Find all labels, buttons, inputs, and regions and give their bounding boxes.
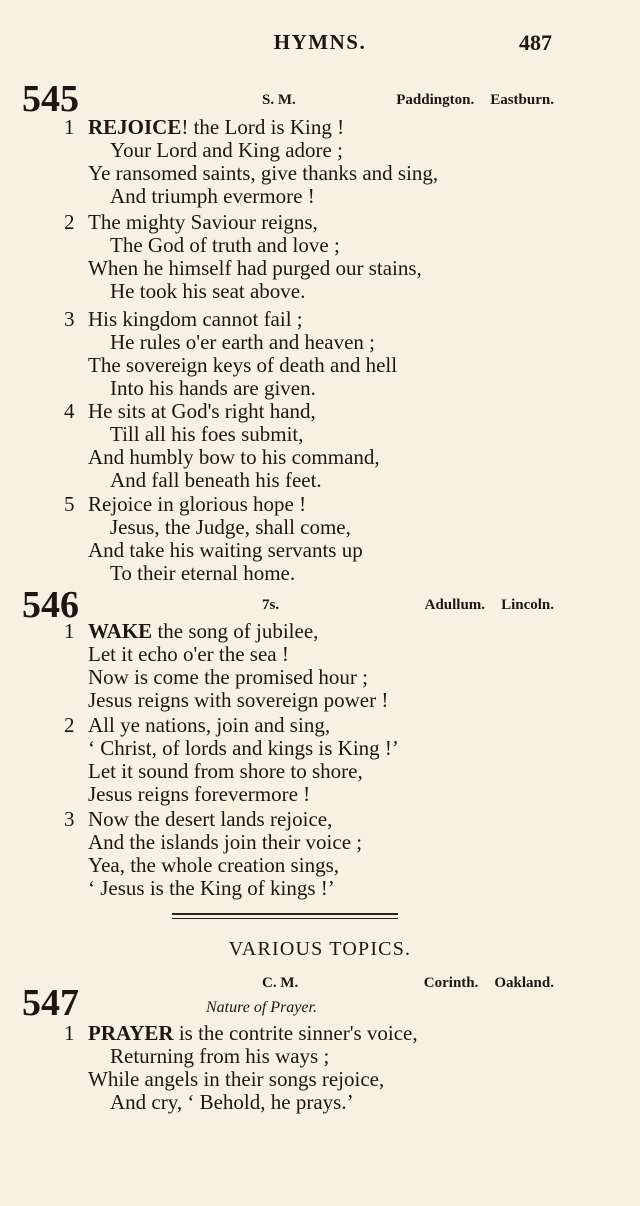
verse-number: 5: [64, 492, 75, 516]
section-rule: [172, 913, 398, 915]
hymn-subtitle: Nature of Prayer.: [206, 999, 317, 1016]
verse-number: 3: [64, 807, 75, 831]
verse-line: ‘ Jesus is the King of kings !’: [88, 876, 335, 900]
hymn-546-meter-row: [190, 597, 554, 617]
section-title: VARIOUS TOPICS.: [228, 938, 412, 960]
hymn-number-546: 546: [22, 584, 79, 626]
tune-name: Oakland.: [494, 975, 554, 991]
verse-line: When he himself had purged our stains,: [88, 256, 422, 280]
verse-line: Returning from his ways ;: [110, 1044, 330, 1068]
verse-line: ‘ Christ, of lords and kings is King !’: [88, 736, 399, 760]
tune-names: [424, 975, 554, 992]
tune-name: Lincoln.: [501, 597, 554, 613]
verse-line-rest: the song of jubilee,: [152, 619, 319, 643]
verse-line: Now is come the promised hour ;: [88, 665, 368, 689]
verse-line: To their eternal home.: [110, 561, 296, 585]
verse-number: 2: [64, 210, 75, 234]
meter: 7s.: [262, 597, 280, 613]
verse-line: And take his waiting servants up: [88, 538, 363, 562]
verse-number: 1: [64, 619, 75, 643]
verse-line: Jesus reigns with sovereign power !: [88, 688, 389, 712]
verse-line: He rules o'er earth and heaven ;: [110, 330, 375, 354]
verse-line: All ye nations, join and sing,: [88, 713, 331, 737]
verse-line: And humbly bow to his command,: [88, 445, 380, 469]
tune-name: Paddington.: [396, 92, 475, 108]
verse-first-word: REJOICE: [88, 115, 182, 139]
verse-line: Jesus, the Judge, shall come,: [110, 515, 351, 539]
verse-line: And the islands join their voice ;: [88, 830, 363, 854]
verse-line: Jesus reigns forevermore !: [88, 782, 311, 806]
tune-names: [396, 92, 554, 109]
verse-line: [88, 116, 344, 139]
verse-line: The sovereign keys of death and hell: [88, 353, 398, 377]
verse-number: 1: [64, 115, 75, 139]
verse-line: And cry, ‘ Behold, he prays.’: [110, 1090, 354, 1114]
verse-line: Into his hands are given.: [110, 376, 316, 400]
verse-line: The God of truth and love ;: [110, 233, 340, 257]
verse-line: He sits at God's right hand,: [88, 399, 316, 423]
verse-number: 4: [64, 399, 75, 423]
verse-line-rest: is the contrite sinner's voice,: [173, 1021, 418, 1045]
verse-first-word: WAKE: [88, 619, 153, 643]
verse-line: Let it echo o'er the sea !: [88, 642, 289, 666]
verse-line: Let it sound from shore to shore,: [88, 759, 363, 783]
meter: C. M.: [262, 975, 299, 991]
verse-line: Your Lord and King adore ;: [110, 138, 343, 162]
verse-line: Ye ransomed saints, give thanks and sing,: [88, 161, 439, 185]
verse-first-word: PRAYER: [88, 1021, 174, 1045]
verse-line: Till all his foes submit,: [110, 422, 304, 446]
page-number: 487: [519, 30, 552, 55]
verse-line: Yea, the whole creation sings,: [88, 853, 339, 877]
hymn-number-547: 547: [22, 982, 79, 1024]
tune-name: Adullum.: [424, 597, 486, 613]
verse-number: 1: [64, 1021, 75, 1045]
hymn-number-545: 545: [22, 78, 79, 120]
verse-line: And triumph evermore !: [110, 184, 315, 208]
verse-line: The mighty Saviour reigns,: [88, 210, 318, 234]
verse-line: [88, 620, 318, 643]
verse-line-rest: ! the Lord is King !: [181, 115, 345, 139]
running-header: HYMNS.: [273, 30, 367, 54]
verse-line: His kingdom cannot fail ;: [88, 307, 303, 331]
tune-names: [425, 597, 554, 614]
verse-line: And fall beneath his feet.: [110, 468, 322, 492]
tune-name: Corinth.: [423, 975, 479, 991]
verse-line: Now the desert lands rejoice,: [88, 807, 333, 831]
verse-line: He took his seat above.: [110, 279, 306, 303]
verse-number: 3: [64, 307, 75, 331]
verse-line: While angels in their songs rejoice,: [88, 1067, 385, 1091]
hymn-547-meter-row: [190, 975, 554, 995]
hymn-545-meter-row: [190, 92, 554, 112]
verse-line: Rejoice in glorious hope !: [88, 492, 307, 516]
tune-name: Eastburn.: [490, 92, 554, 108]
verse-number: 2: [64, 713, 75, 737]
meter: S. M.: [262, 92, 296, 108]
verse-line: [88, 1022, 418, 1045]
section-rule: [172, 918, 398, 919]
